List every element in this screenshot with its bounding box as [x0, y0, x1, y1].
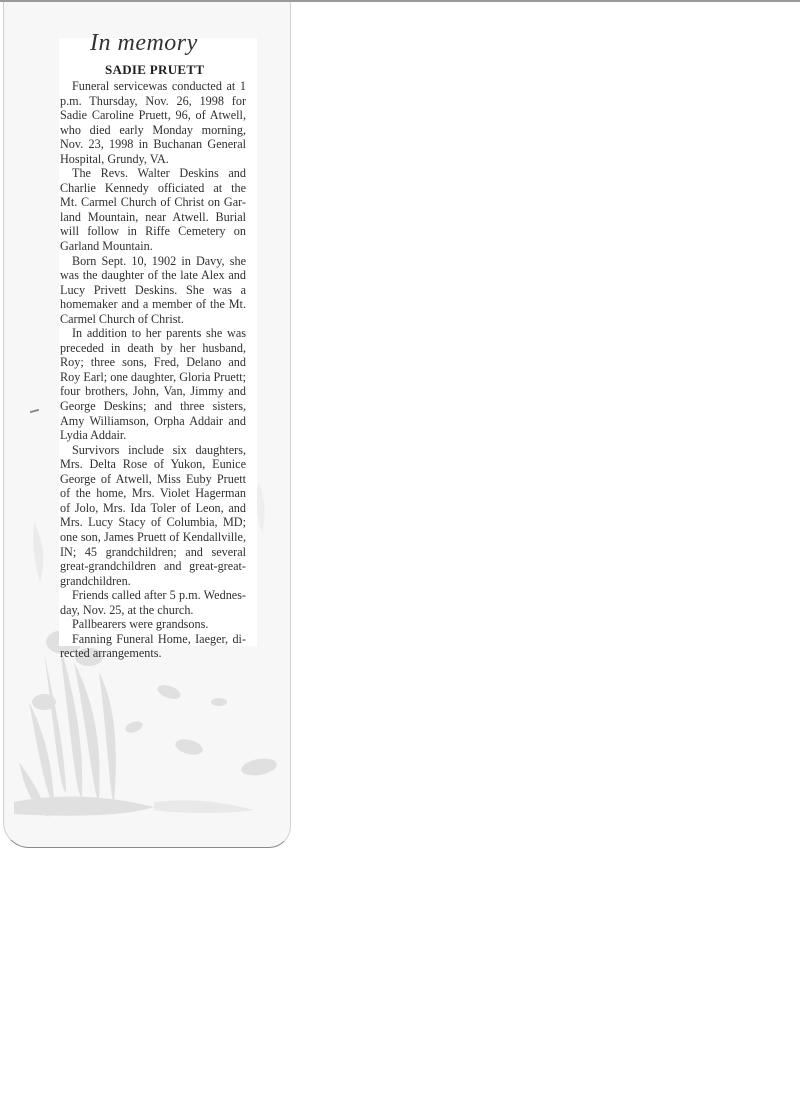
obituary-line: Lucy Privett Deskins. She was a [60, 282, 246, 297]
obituary-line: grandchildren. [60, 573, 131, 588]
obituary-line: Lydia Addair. [60, 428, 127, 443]
obituary-line: homemaker and a member of the Mt. [60, 297, 246, 312]
obituary-line: Sadie Caroline Pruett, 96, of Atwell, [60, 108, 246, 123]
obituary-line: four brothers, John, Van, Jimmy and [60, 384, 246, 399]
obituary-line: The Revs. Walter Deskins and [72, 166, 246, 181]
obituary-line: Mrs. Lucy Stacy of Columbia, MD; [60, 515, 246, 530]
obituary-line: George Deskins; and three sisters, [60, 399, 246, 414]
obituary-line: Pallbearers were grandsons. [72, 617, 209, 632]
obituary-line: of the home, Mrs. Violet Hagerman [60, 486, 246, 501]
deceased-name: SADIE PRUETT [105, 62, 205, 77]
obituary-line: Fanning Funeral Home, Iaeger, di- [72, 631, 246, 646]
obituary-line: will follow in Riffe Cemetery on [60, 224, 246, 239]
obituary-line: Hospital, Grundy, VA. [60, 151, 169, 166]
obituary-line: rected arrangements. [60, 646, 162, 661]
obituary-line: who died early Monday morning, [60, 122, 246, 137]
obituary-line: day, Nov. 25, at the church. [60, 602, 194, 617]
obituary-line: Garland Mountain. [60, 239, 153, 254]
obituary-line: Friends called after 5 p.m. Wednes- [72, 588, 246, 603]
obituary-line: Mrs. Delta Rose of Yukon, Eunice [60, 457, 246, 472]
in-memory-heading: In memory [90, 30, 198, 56]
obituary-line: In addition to her parents she was [72, 326, 246, 341]
obituary-line: land Mountain, near Atwell. Burial [60, 209, 246, 224]
obituary-line: Funeral servicewas conducted at 1 [72, 79, 246, 93]
obituary-line: Carmel Church of Christ. [60, 311, 184, 326]
obituary-line: one son, James Pruett of Kendallville, [60, 529, 246, 544]
obituary-line: George of Atwell, Miss Euby Pruett [60, 471, 246, 486]
obituary-line: Mt. Carmel Church of Christ on Gar- [60, 195, 246, 210]
obituary-line: Roy Earl; one daughter, Gloria Pruett; [60, 369, 246, 384]
obituary-line: of Jolo, Mrs. Ida Toler of Leon, and [60, 500, 246, 515]
obituary-line: Amy Williamson, Orpha Addair and [60, 413, 246, 428]
obituary-line: Roy; three sons, Fred, Delano and [60, 355, 246, 370]
obituary-line: IN; 45 grandchildren; and several [60, 544, 246, 559]
obituary-line: p.m. Thursday, Nov. 26, 1998 for [60, 93, 246, 108]
obituary-line: Charlie Kennedy officiated at the [60, 180, 246, 195]
obituary-line: Nov. 23, 1998 in Buchanan General [60, 137, 246, 152]
obituary-body [60, 79, 246, 661]
obituary-line: preceded in death by her husband, [60, 340, 246, 355]
obituary-line: was the daughter of the late Alex and [60, 268, 246, 283]
obituary-line: great-grandchildren and great-great- [60, 559, 246, 574]
obituary-line: Survivors include six daughters, [72, 442, 246, 457]
obituary-line: Born Sept. 10, 1902 in Davy, she [72, 253, 246, 268]
